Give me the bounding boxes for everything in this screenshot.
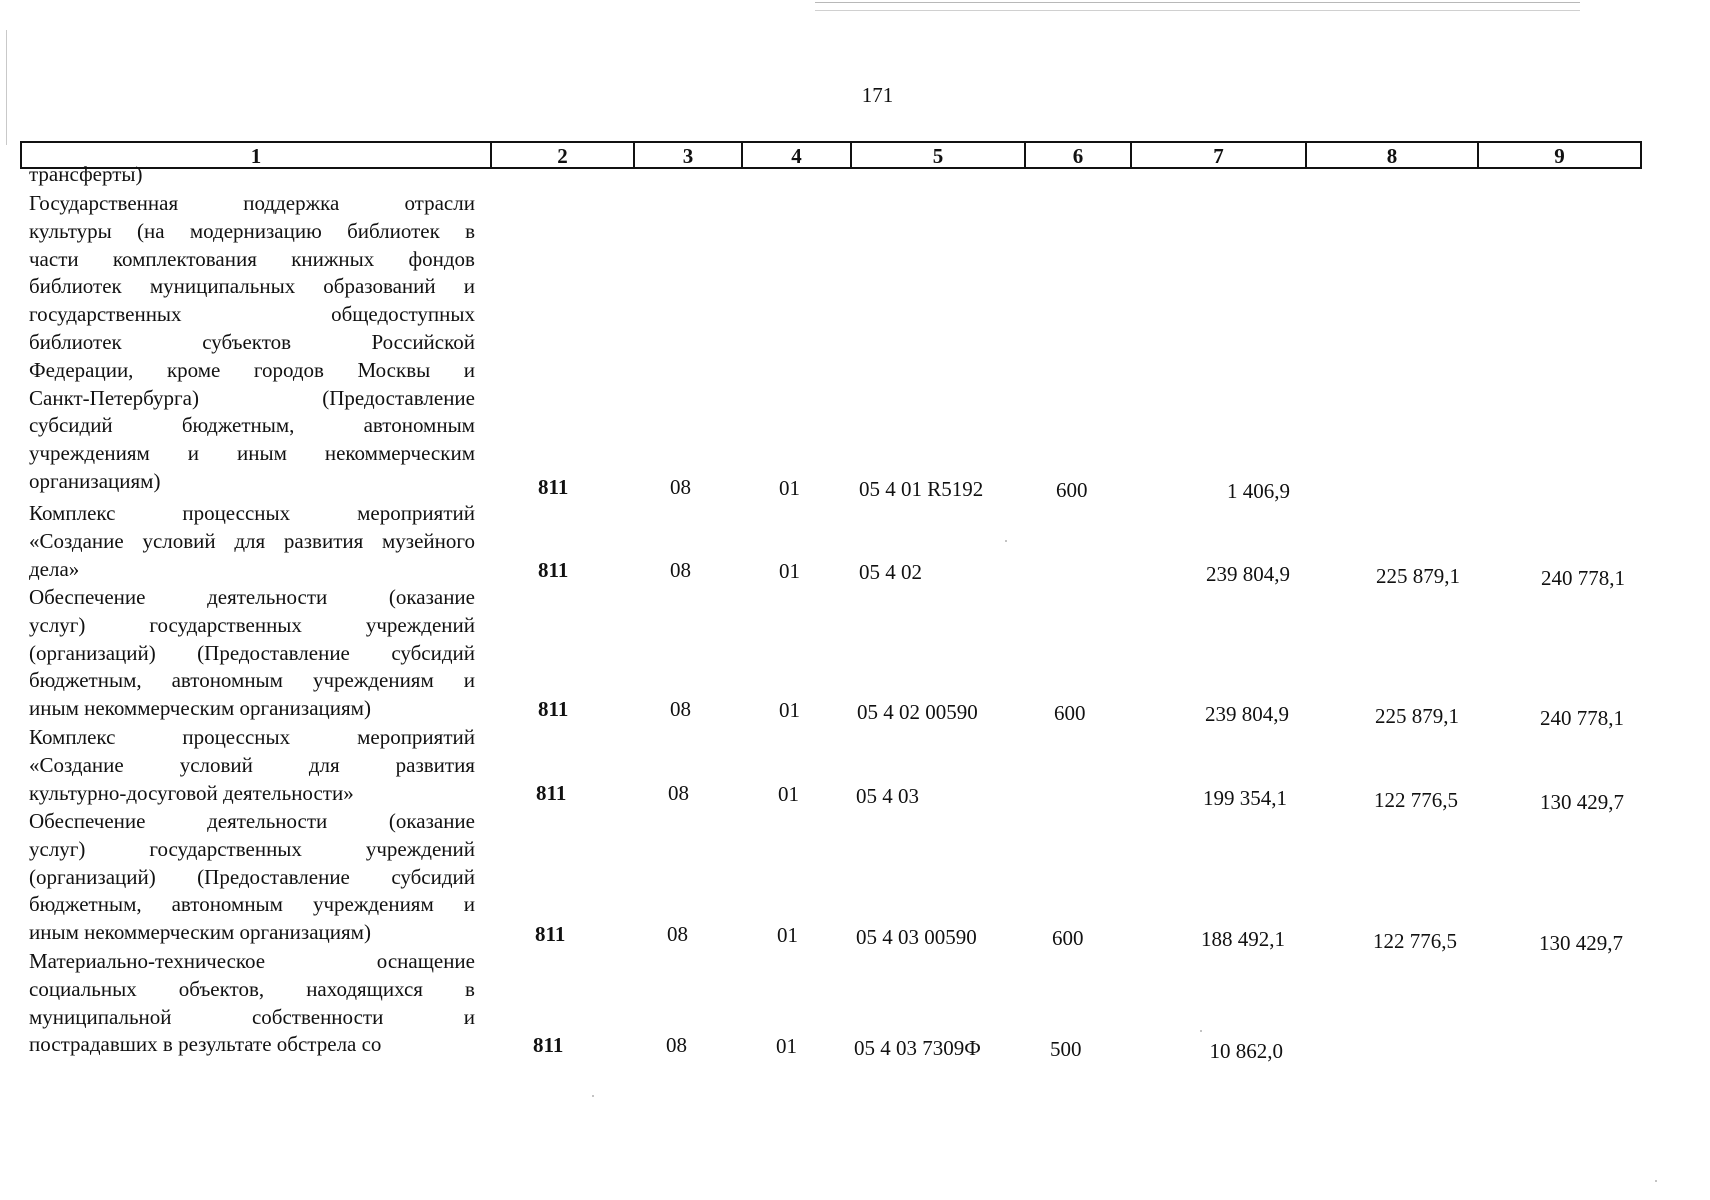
scan-border-line	[815, 10, 1580, 11]
table-row-description	[29, 500, 475, 583]
row-col4-value: 01	[777, 923, 798, 947]
description-line: учреждениям и иным некоммерческим	[29, 441, 475, 466]
row-col3-value: 08	[667, 922, 688, 946]
header-col-9: 9	[1477, 143, 1640, 167]
description-line: муниципальной собственности и	[29, 1004, 475, 1029]
row-col4-value: 01	[779, 559, 800, 583]
row-col5-value: 05 4 02	[859, 560, 922, 584]
description-line: пострадавших в результате обстрела со	[29, 1032, 382, 1057]
row-col3-value: 08	[670, 697, 691, 721]
description-line: бюджетным, автономным учреждениям и	[29, 892, 475, 917]
description-line: социальных объектов, находящихся в	[29, 976, 475, 1001]
description-line: библиотек субъектов Российской	[29, 329, 475, 354]
page-number: 171	[861, 83, 894, 107]
table-row-description	[29, 948, 475, 1059]
row-col7-value: 239 804,9	[1206, 562, 1290, 586]
description-line: трансферты)	[29, 162, 143, 186]
scan-border-line	[815, 2, 1580, 3]
row-col7-value: 199 354,1	[1203, 786, 1287, 810]
description-line: (организаций) (Предоставление субсидий	[29, 640, 475, 665]
scan-speck	[1200, 1030, 1202, 1032]
row-col2-value: 811	[535, 922, 566, 946]
row-col8-value: 122 776,5	[1374, 788, 1458, 812]
row-col5-value: 05 4 03	[856, 784, 919, 808]
description-line: библиотек муниципальных образований и	[29, 274, 475, 299]
description-line: дела»	[29, 556, 80, 581]
header-col-7: 7	[1130, 143, 1305, 167]
row-col5-value: 05 4 03 7309Ф	[854, 1036, 981, 1060]
row-col2-value: 811	[538, 558, 569, 582]
description-line: (организаций) (Предоставление субсидий	[29, 864, 475, 889]
header-col-5: 5	[850, 143, 1024, 167]
row-col2-value: 811	[538, 475, 569, 499]
row-col9-value: 240 778,1	[1540, 706, 1624, 730]
row-col3-value: 08	[670, 558, 691, 582]
row-col2-value: 811	[533, 1033, 564, 1057]
description-line: Комплекс процессных мероприятий	[29, 725, 475, 749]
row-col4-value: 01	[776, 1034, 797, 1058]
scan-speck	[592, 1095, 594, 1097]
row-col7-value: 10 862,0	[1209, 1039, 1283, 1063]
row-col6-value: 600	[1054, 701, 1086, 725]
table-row-description	[29, 190, 475, 496]
row-col4-value: 01	[778, 782, 799, 806]
description-line: культуры (на модернизацию библиотек в	[29, 218, 475, 243]
description-line: бюджетным, автономным учреждениям и	[29, 668, 475, 693]
row-col3-value: 08	[666, 1033, 687, 1057]
description-line: Федерации, кроме городов Москвы и	[29, 357, 475, 382]
description-line: субсидий бюджетным, автономным	[29, 413, 475, 438]
table-row-description	[29, 724, 475, 807]
description-line: Обеспечение деятельности (оказание	[29, 585, 475, 609]
header-col-8: 8	[1305, 143, 1477, 167]
description-line: иным некоммерческим организациям)	[29, 920, 371, 945]
row-col3-value: 08	[670, 475, 691, 499]
row-col7-value: 1 406,9	[1227, 479, 1290, 503]
description-line: «Создание условий для развития	[29, 752, 475, 777]
description-line: иным некоммерческим организациям)	[29, 696, 371, 721]
scan-speck	[1005, 540, 1007, 542]
row-col9-value: 240 778,1	[1541, 566, 1625, 590]
row-col2-value: 811	[536, 781, 567, 805]
description-line: Санкт-Петербурга) (Предоставление	[29, 385, 475, 410]
row-col5-value: 05 4 02 00590	[857, 700, 978, 724]
description-line: услуг) государственных учреждений	[29, 612, 475, 637]
header-col-1: 1	[250, 144, 262, 168]
table-row-description	[29, 161, 475, 189]
description-line: Комплекс процессных мероприятий	[29, 501, 475, 525]
row-col9-value: 130 429,7	[1539, 931, 1623, 955]
row-col9-value: 130 429,7	[1540, 790, 1624, 814]
description-line: услуг) государственных учреждений	[29, 836, 475, 861]
row-col8-value: 225 879,1	[1376, 564, 1460, 588]
scan-speck	[1655, 1180, 1657, 1182]
description-line: культурно-досуговой деятельности»	[29, 780, 354, 805]
row-col2-value: 811	[538, 697, 569, 721]
row-col7-value: 239 804,9	[1205, 702, 1289, 726]
row-col4-value: 01	[779, 476, 800, 500]
description-line: Материально-техническое оснащение	[29, 949, 475, 973]
row-col5-value: 05 4 03 00590	[856, 925, 977, 949]
row-col5-value: 05 4 01 R5192	[859, 477, 984, 501]
table-row-description	[29, 808, 475, 947]
header-col-4: 4	[741, 143, 850, 167]
description-line: части комплектования книжных фондов	[29, 246, 475, 271]
header-col-6: 6	[1024, 143, 1130, 167]
row-col4-value: 01	[779, 698, 800, 722]
description-line: государственных общедоступных	[29, 302, 475, 327]
description-line: Обеспечение деятельности (оказание	[29, 809, 475, 833]
row-col8-value: 225 879,1	[1375, 704, 1459, 728]
row-col6-value: 500	[1050, 1037, 1082, 1061]
description-line: Государственная поддержка отрасли	[29, 191, 475, 215]
description-line: организациям)	[29, 468, 161, 493]
header-col-2: 2	[490, 143, 633, 167]
header-col-3: 3	[633, 143, 741, 167]
row-col8-value: 122 776,5	[1373, 929, 1457, 953]
description-line: «Создание условий для развития музейного	[29, 528, 475, 553]
row-col7-value: 188 492,1	[1201, 927, 1285, 951]
row-col6-value: 600	[1052, 926, 1084, 950]
row-col3-value: 08	[668, 781, 689, 805]
table-row-description	[29, 584, 475, 723]
row-col6-value: 600	[1056, 478, 1088, 502]
